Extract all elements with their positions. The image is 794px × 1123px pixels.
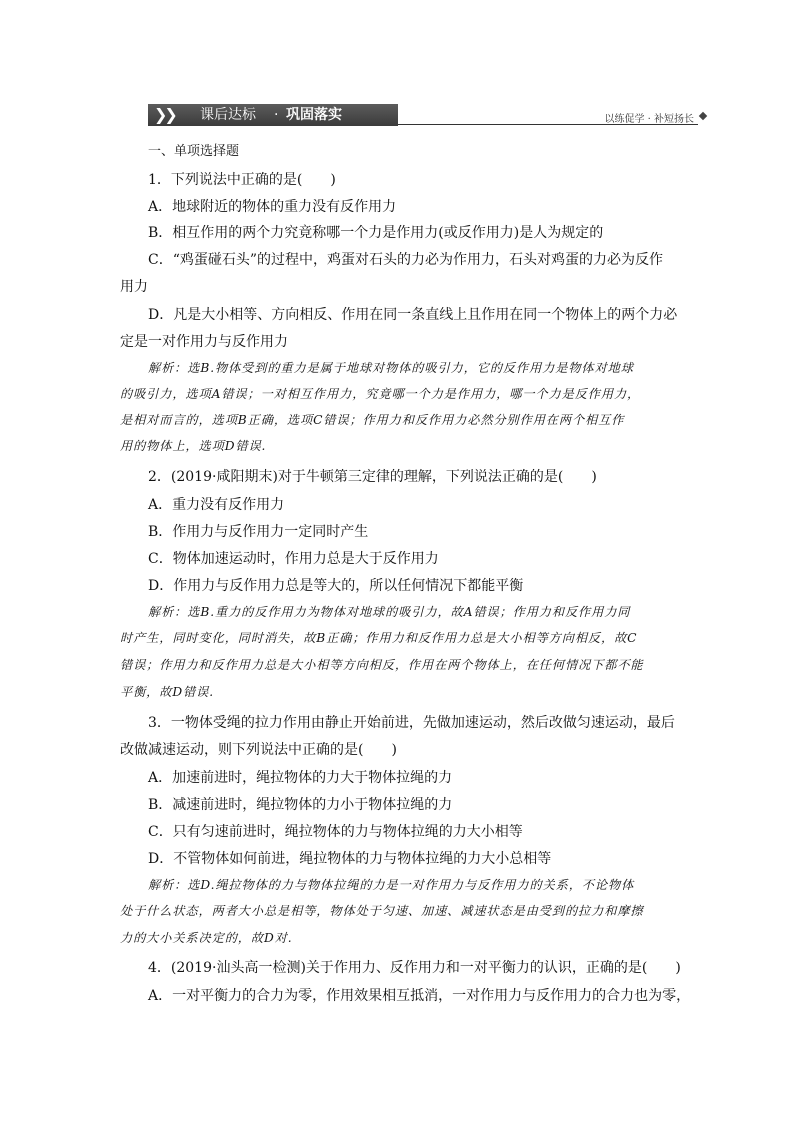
q2-explanation-4: 平衡，故D错误. [120, 685, 214, 699]
q1-option-c: C．“鸡蛋碰石头”的过程中，鸡蛋对石头的力必为作用力，石头对鸡蛋的力必为反作 [148, 252, 664, 268]
q1-explanation-3: 是相对而言的，选项B正确，选项C错误；作用力和反作用力必然分别作用在两个相互作 [120, 413, 625, 427]
diamond-icon [699, 112, 707, 120]
q2-explanation-1: 解析：选B.重力的反作用力为物体对地球的吸引力，故A错误；作用力和反作用力同 [148, 605, 631, 619]
section-title: 一、单项选择题 [148, 144, 240, 159]
q3-explanation-2: 处于什么状态，两者大小总是相等，物体处于匀速、加速、减速状态是由受到的拉力和摩擦 [120, 904, 644, 918]
banner-title-left: 课后达标 [200, 107, 256, 123]
q2-stem: 2．(2019·咸阳期末)对于牛顿第三定律的理解，下列说法正确的是( ) [148, 469, 597, 485]
q1-explanation-1: 解析：选B.物体受到的重力是属于地球对物体的吸引力，它的反作用力是物体对地球 [148, 361, 634, 375]
q3-option-a: A．加速前进时，绳拉物体的力大于物体拉绳的力 [148, 770, 453, 786]
banner-separator: · [274, 107, 279, 123]
q4-option-a: A．一对平衡力的合力为零，作用效果相互抵消，一对作用力与反作用力的合力也为零， [148, 988, 691, 1004]
header-motto: 以练促学 · 补短扬长 [604, 114, 694, 125]
q4-stem: 4．(2019·汕头高一检测)关于作用力、反作用力和一对平衡力的认识，正确的是( ) [148, 960, 681, 976]
section-banner [148, 104, 398, 126]
q3-option-d: D．不管物体如何前进，绳拉物体的力与物体拉绳的力大小总相等 [148, 851, 552, 867]
q3-explanation-3: 力的大小关系决定的，故D对. [120, 931, 293, 945]
q3-option-b: B．减速前进时，绳拉物体的力小于物体拉绳的力 [148, 797, 453, 813]
q3-stem: 3．一物体受绳的拉力作用由静止开始前进，先做加速运动，然后改做匀速运动，最后 [148, 715, 675, 731]
q2-option-d: D．作用力与反作用力总是等大的，所以任何情况下都能平衡 [148, 578, 524, 594]
q1-explanation-4: 用的物体上，选项D错误. [120, 439, 267, 453]
q1-option-d-cont: 定是一对作用力与反作用力 [120, 334, 288, 350]
banner-title-right: 巩固落实 [286, 107, 342, 123]
q1-option-d: D．凡是大小相等、方向相反、作用在同一条直线上且作用在同一个物体上的两个力必 [148, 307, 678, 323]
q2-option-c: C．物体加速运动时，作用力总是大于反作用力 [148, 551, 439, 567]
q3-stem-cont: 改做减速运动，则下列说法中正确的是( ) [120, 742, 397, 758]
q2-explanation-3: 错误；作用力和反作用力总是大小相等方向相反，作用在两个物体上，在任何情况下都不能 [120, 658, 644, 672]
q1-stem: 1．下列说法中正确的是( ) [148, 172, 336, 188]
q1-option-b: B．相互作用的两个力究竟称哪一个力是作用力(或反作用力)是人为规定的 [148, 225, 604, 241]
q1-option-a: A．地球附近的物体的重力没有反作用力 [148, 199, 397, 215]
page-header [148, 104, 708, 126]
q3-explanation-1: 解析：选D.绳拉物体的力与物体拉绳的力是一对作用力与反作用力的关系，不论物体 [148, 878, 635, 892]
q1-explanation-2: 的吸引力，选项A错误；一对相互作用力，究竟哪一个力是作用力，哪一个力是反作用力， [120, 387, 641, 401]
chevron-right-icon: ❯❯ [154, 105, 175, 124]
q1-option-c-cont: 用力 [120, 279, 148, 295]
q2-option-a: A．重力没有反作用力 [148, 497, 285, 513]
q2-option-b: B．作用力与反作用力一定同时产生 [148, 524, 369, 540]
q3-option-c: C．只有匀速前进时，绳拉物体的力与物体拉绳的力大小相等 [148, 824, 523, 840]
q2-explanation-2: 时产生，同时变化，同时消失，故B正确；作用力和反作用力总是大小相等方向相反，故C [120, 631, 638, 645]
